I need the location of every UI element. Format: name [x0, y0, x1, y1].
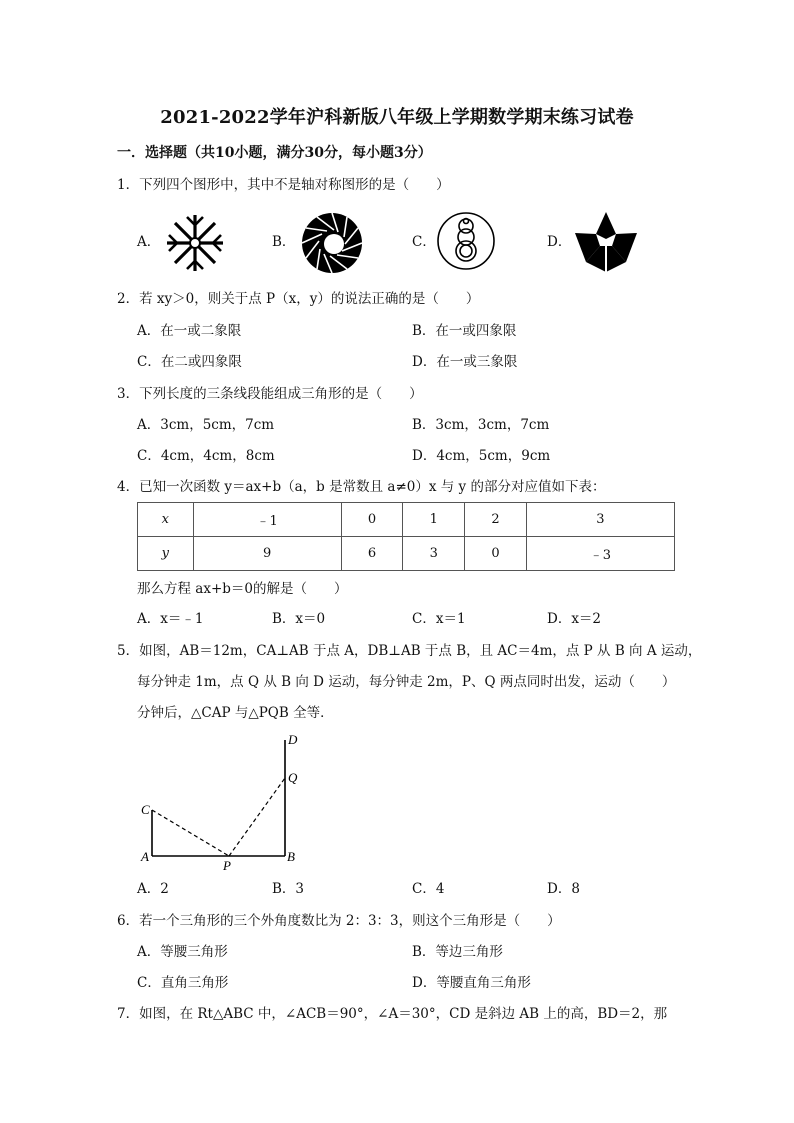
page-title: 2021-2022学年沪科新版八年级上学期数学期末练习试卷: [160, 107, 634, 128]
q5-option-c: C．4: [412, 881, 445, 897]
q2-option-b: B．在一或四象限: [412, 323, 517, 339]
label-c: C: [141, 802, 150, 817]
question-4-stem: 4．已知一次函数 y＝ax+b（a，b 是常数且 a≠0）x 与 y 的部分对应值如下表：: [117, 479, 606, 495]
table-cell: 3: [526, 503, 674, 537]
table-row-y: [138, 537, 675, 571]
question-5-stem-line-3: 分钟后，△CAP 与△PQB 全等．: [137, 705, 334, 721]
question-1-stem: 1．下列四个图形中，其中不是轴对称图形的是（ ）: [117, 177, 450, 193]
q6-option-b: B．等边三角形: [412, 944, 503, 960]
stacked-circles-icon: [436, 210, 496, 272]
q2-option-a: A．在一或二象限: [137, 323, 242, 339]
question-3-stem: 3．下列长度的三条线段能组成三角形的是（ ）: [117, 386, 423, 402]
table-cell: ﹣1: [193, 503, 341, 537]
q3-option-c: C．4cm，4cm，8cm: [137, 448, 275, 464]
xy-value-table: [137, 502, 675, 571]
q5-option-b: B．3: [272, 881, 305, 897]
q1-option-b-label: B．: [272, 234, 296, 250]
table-cell: 0: [465, 537, 527, 571]
pentagon-star-icon: [573, 210, 639, 274]
table-cell: 0: [341, 503, 403, 537]
q4-option-d: D．x＝2: [547, 611, 602, 627]
question-7-stem: 7．如图，在 Rt△ABC 中，∠ACB＝90°，∠A＝30°，CD 是斜边 AB 上的高，BD＝2，那: [117, 1006, 668, 1022]
q2-option-c: C．在二或四象限: [137, 354, 242, 370]
q4-followup: 那么方程 ax+b＝0的解是（ ）: [137, 581, 348, 597]
q6-option-d: D．等腰直角三角形: [412, 975, 531, 991]
spiral-sun-icon: [300, 211, 364, 275]
label-q: Q: [288, 770, 298, 785]
q4-option-c: C．x＝1: [412, 611, 466, 627]
table-cell: 9: [193, 537, 341, 571]
q5-option-d: D．8: [547, 881, 580, 897]
q2-option-d: D．在一或三象限: [412, 354, 518, 370]
q6-option-c: C．直角三角形: [137, 975, 229, 991]
q4-option-a: A．x＝﹣1: [137, 611, 204, 627]
label-p: P: [223, 858, 231, 873]
table-cell: x: [138, 503, 194, 537]
question-5-stem-line-1: 5．如图，AB＝12m，CA⊥AB 于点 A，DB⊥AB 于点 B，且 AC＝4m，点 P 从 B 向 A 运动，: [117, 643, 702, 659]
question-5-stem-line-2: 每分钟走 1m，点 Q 从 B 向 D 运动，每分钟走 2m，P、Q 两点同时出发，运动（ ）: [137, 674, 676, 690]
table-cell: y: [138, 537, 194, 571]
table-row-x: [138, 503, 675, 537]
q3-option-a: A．3cm，5cm，7cm: [137, 417, 275, 433]
q5-geometry-figure: [137, 730, 307, 876]
label-b: B: [287, 849, 295, 864]
q4-option-b: B．x＝0: [272, 611, 326, 627]
q1-option-c-label: C．: [412, 234, 436, 250]
question-6-stem: 6．若一个三角形的三个外角度数比为 2：3：3，则这个三角形是（ ）: [117, 913, 561, 929]
question-2-stem: 2．若 xy＞0，则关于点 P（x，y）的说法正确的是（ ）: [117, 291, 480, 307]
table-cell: 3: [403, 537, 465, 571]
q3-option-d: D．4cm，5cm，9cm: [412, 448, 551, 464]
table-cell: ﹣3: [526, 537, 674, 571]
q1-option-d-label: D．: [547, 234, 572, 250]
label-d: D: [288, 732, 298, 747]
q5-option-a: A．2: [137, 881, 169, 897]
snowflake-icon: [163, 212, 227, 274]
q1-option-a-label: A．: [137, 234, 161, 250]
q6-option-a: A．等腰三角形: [137, 944, 228, 960]
table-cell: 6: [341, 537, 403, 571]
table-cell: 2: [465, 503, 527, 537]
table-cell: 1: [403, 503, 465, 537]
q3-option-b: B．3cm，3cm，7cm: [412, 417, 550, 433]
section-heading: 一．选择题（共10小题，满分30分，每小题3分）: [117, 145, 432, 161]
label-a: A: [141, 849, 149, 864]
